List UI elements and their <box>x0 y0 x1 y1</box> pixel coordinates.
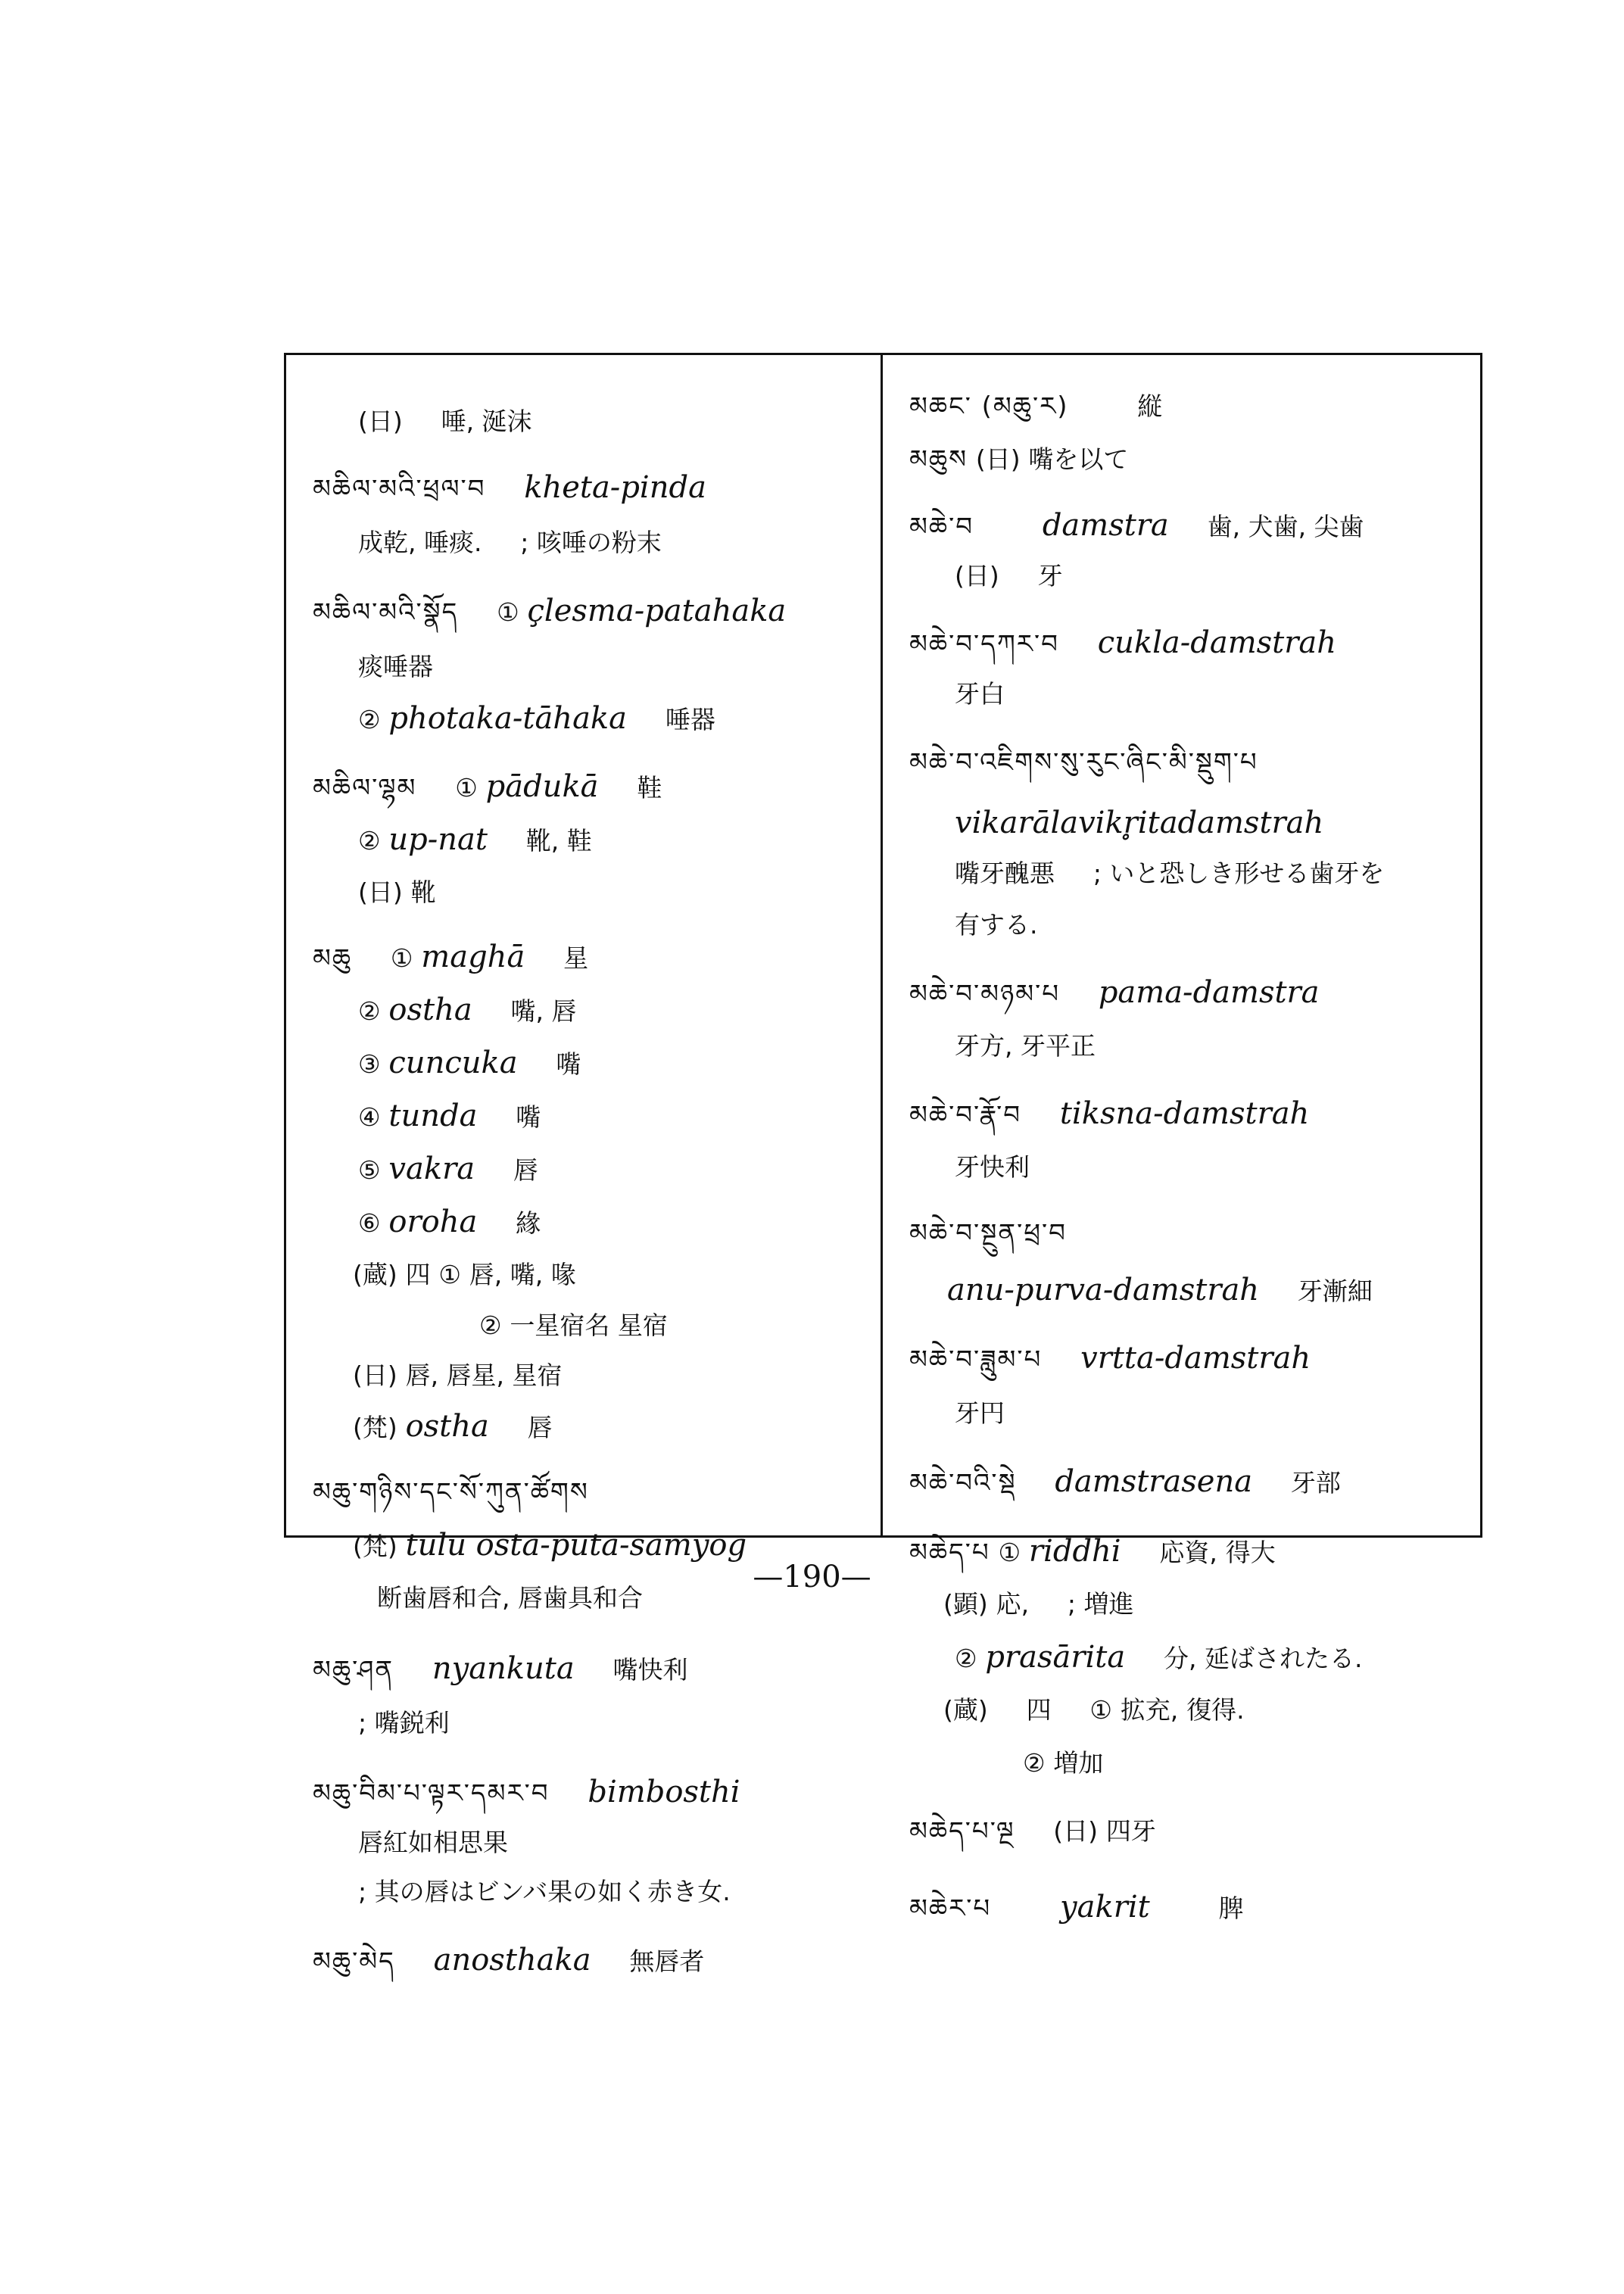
tibetan-term: མཆེ་བ་ཟླུམ་པ <box>909 1345 1043 1375</box>
entry-line <box>1023 1746 1103 1781</box>
sanskrit-term: damstra <box>1042 508 1169 543</box>
japanese-gloss: 牙白 <box>955 679 1005 709</box>
tibetan-term: མཆིལ་ལྷམ <box>313 773 417 803</box>
japanese-gloss: ; 其の唇はビンバ果の如く赤き女. <box>358 1877 731 1906</box>
tibetan-term: མཆུ་མེད <box>313 1946 395 1977</box>
sanskrit-term: kheta-pinda <box>524 470 706 505</box>
entry-headword <box>909 442 1128 477</box>
japanese-gloss: 牙部 <box>1290 1468 1341 1498</box>
japanese-gloss: 嘴牙醜悪 <box>955 859 1055 888</box>
japanese-gloss: 縦 <box>1137 391 1163 421</box>
source-tag: (日) <box>358 407 403 436</box>
sense-number: 四 <box>1026 1695 1052 1725</box>
japanese-gloss: 嘴 <box>516 1102 541 1132</box>
entry-line <box>955 856 1384 891</box>
entry-line <box>943 1693 1245 1728</box>
sanskrit-term: anu-purva-damstrah <box>947 1273 1260 1308</box>
source-tag: (日) <box>353 1361 397 1390</box>
sanskrit-term: tiksna-damstrah <box>1059 1096 1310 1131</box>
tibetan-term: མཆེ་བ་འཇིགས་སུ་རུང་ཞིང་མི་སྡུག་པ <box>909 747 1258 778</box>
sanskrit-term: yakrit <box>1060 1890 1150 1925</box>
entry-headword <box>313 1651 688 1688</box>
tibetan-term: མཆེ་བ་མཉམ་པ <box>909 979 1061 1009</box>
sense-number: ⑤ <box>358 1155 381 1185</box>
japanese-gloss: 牙 <box>1037 561 1063 591</box>
page-number: —190— <box>753 1560 871 1594</box>
japanese-gloss: 痰唾器 <box>358 652 433 681</box>
tibetan-term: མཆེ་བ <box>909 512 974 542</box>
sanskrit-term: vrtta-damstrah <box>1080 1341 1311 1376</box>
japanese-gloss: 得大 <box>1225 1538 1276 1567</box>
japanese-gloss: 牙方, 牙平正 <box>955 1031 1096 1061</box>
japanese-gloss: 歯, 犬歯, 尖歯 <box>1207 512 1364 541</box>
sense-number: ③ <box>358 1049 381 1079</box>
entry-headword <box>313 1475 589 1510</box>
japanese-gloss: 復得. <box>1186 1695 1245 1725</box>
sense-number: ④ <box>358 1102 381 1132</box>
sanskrit-term: ostha <box>388 993 472 1027</box>
japanese-gloss: 唇 <box>527 1413 553 1442</box>
japanese-gloss: 無唇者 <box>629 1946 705 1976</box>
japanese-gloss: 唇, 嘴, 喙 <box>469 1260 576 1289</box>
entry-headword <box>313 594 786 630</box>
entry-headword <box>909 389 1162 424</box>
entry-line <box>358 993 577 1029</box>
sense-number: ② <box>358 996 381 1026</box>
sense-number: ② <box>479 1311 502 1340</box>
sanskrit-term: cuncuka <box>388 1046 518 1080</box>
sense-number: ② <box>955 1644 977 1673</box>
tibetan-term: མཆང་ (མཆུ་ར) <box>909 391 1069 422</box>
entry-line <box>353 1258 576 1292</box>
japanese-gloss: ; 嘴鋭利 <box>358 1708 450 1738</box>
japanese-gloss: 唾器 <box>665 705 715 734</box>
sanskrit-term: prasārita <box>985 1640 1126 1675</box>
japanese-gloss: 嘴を以て <box>1028 444 1129 474</box>
source-tag: (蔵) <box>943 1695 988 1725</box>
source-tag: (梵) <box>353 1532 397 1561</box>
japanese-gloss: 四牙 <box>1105 1816 1156 1846</box>
entry-line <box>358 1152 538 1188</box>
sanskrit-term: anosthaka <box>433 1943 591 1978</box>
entry-headword <box>909 1814 1156 1849</box>
sanskrit-term: cukla-damstrah <box>1097 625 1336 660</box>
tibetan-term: མཆེད་པ་ལྔ <box>909 1816 1015 1847</box>
sanskrit-term: vikarālavikr̥itadamstrah <box>955 806 1324 840</box>
entry-line <box>358 1046 581 1082</box>
entry-headword <box>909 1464 1341 1501</box>
entry-headword <box>909 745 1258 780</box>
entry-headword <box>313 769 662 806</box>
sanskrit-term: up-nat <box>388 822 488 857</box>
tibetan-term: མཆེ་བ་སྔུན་ཕྲ་བ <box>909 1218 1067 1248</box>
japanese-gloss: 嘴, 唇 <box>510 996 577 1026</box>
sense-number: ② <box>1023 1748 1046 1778</box>
sanskrit-term: ostha <box>405 1409 489 1444</box>
sanskrit-term: vakra <box>388 1152 475 1186</box>
japanese-gloss: 嘴快利 <box>613 1655 688 1685</box>
entry-headword <box>909 508 1364 544</box>
entry-line <box>358 525 662 560</box>
japanese-gloss: 一星宿名 星宿 <box>510 1311 668 1340</box>
sanskrit-term: riddhi <box>1028 1534 1121 1569</box>
source-tag: (顕) <box>943 1589 988 1619</box>
japanese-gloss: 分, 延ばされたる. <box>1164 1644 1363 1673</box>
entry-line <box>353 1409 553 1445</box>
sanskrit-term: tunda <box>388 1099 478 1133</box>
entry-line <box>955 806 1323 842</box>
entry-headword <box>313 1775 740 1811</box>
entry-line <box>358 822 592 859</box>
entry-headword <box>313 470 706 506</box>
japanese-gloss: 唇 <box>513 1155 538 1185</box>
entry-line <box>955 1396 1005 1431</box>
entry-headword <box>909 975 1320 1011</box>
sanskrit-term: damstrasena <box>1055 1464 1253 1499</box>
sanskrit-term: oroha <box>388 1205 478 1239</box>
japanese-gloss: 断歯唇和合, 唇歯具和合 <box>377 1583 643 1613</box>
entry-line <box>358 1099 541 1135</box>
entry-headword <box>909 1890 1244 1926</box>
sanskrit-term: bimbosthi <box>588 1775 740 1809</box>
entry-line <box>947 1273 1373 1309</box>
japanese-gloss: ; 咳唾の粉末 <box>520 528 662 557</box>
sanskrit-term: photaka-tāhaka <box>388 701 627 736</box>
japanese-gloss: 有する. <box>955 910 1038 940</box>
entry-headword <box>313 940 588 976</box>
tibetan-term: མཆེར་པ <box>909 1893 992 1924</box>
japanese-gloss: 靴, 鞋 <box>525 826 592 856</box>
japanese-gloss: ; いと恐しき形せる歯牙を <box>1093 859 1385 888</box>
entry-line <box>358 404 532 439</box>
tibetan-term: མཆུ་ཤན <box>313 1655 394 1685</box>
japanese-gloss: 牙漸細 <box>1297 1276 1373 1306</box>
source-tag: (蔵) <box>353 1260 397 1289</box>
entry-line <box>955 1640 1363 1676</box>
entry-line <box>358 701 715 737</box>
tibetan-term: མཆུས <box>909 444 968 475</box>
entry-headword <box>909 1216 1067 1251</box>
japanese-gloss: 嘴 <box>556 1049 581 1079</box>
sense-number: ② <box>358 705 381 734</box>
entry-line <box>955 1150 1030 1185</box>
tibetan-term: མཆེ་བ་རྣོ་བ <box>909 1100 1022 1130</box>
source-tag: (日) <box>975 444 1021 474</box>
tibetan-term: མཆུ <box>313 943 353 974</box>
tibetan-term: མཆེད་པ <box>909 1538 990 1568</box>
japanese-gloss: 拡充, <box>1120 1695 1179 1725</box>
japanese-gloss: 牙快利 <box>955 1152 1030 1182</box>
sense-number: ② <box>358 826 381 856</box>
sanskrit-term: maghā <box>421 940 525 974</box>
japanese-gloss: 星 <box>563 943 589 973</box>
entry-line <box>353 1528 747 1564</box>
japanese-gloss: 脾 <box>1218 1893 1244 1923</box>
japanese-gloss: 緣 <box>516 1208 541 1238</box>
sense-number: ① <box>390 943 413 973</box>
sense-number: ⑥ <box>358 1208 381 1238</box>
entry-line <box>358 1706 450 1741</box>
japanese-gloss: 成乾, 唾痰. <box>358 528 482 557</box>
source-tag: (日) <box>955 561 999 591</box>
japanese-gloss: 牙円 <box>955 1398 1005 1428</box>
japanese-gloss: 靴 <box>410 877 436 907</box>
entry-headword <box>909 625 1336 662</box>
sanskrit-term: pama-damstra <box>1098 975 1320 1010</box>
sense-number: ① <box>1089 1695 1112 1725</box>
source-tag: (梵) <box>353 1413 397 1442</box>
sense-number: ① <box>455 773 478 803</box>
entry-line <box>479 1308 668 1343</box>
tibetan-term: མཆེ་བའི་སྡེ <box>909 1468 1017 1498</box>
sanskrit-term: pādukā <box>485 769 599 804</box>
entry-line <box>358 1825 508 1860</box>
source-tag: (日) <box>1053 1816 1099 1846</box>
japanese-gloss: 唇, 唇星, 星宿 <box>405 1361 563 1390</box>
entry-line <box>358 875 436 910</box>
entry-line <box>955 908 1038 943</box>
entry-headword <box>313 1943 704 1979</box>
entry-line <box>955 677 1005 712</box>
tibetan-term: མཆུ་བིམ་པ་ལྟར་དམར་བ <box>313 1778 550 1809</box>
tibetan-term: མཆེ་བ་དཀར་བ <box>909 629 1059 659</box>
entry-line <box>358 650 433 684</box>
japanese-gloss: ; 増進 <box>1067 1589 1134 1619</box>
japanese-gloss: 鞋 <box>637 773 662 803</box>
japanese-gloss: 応資, <box>1159 1538 1217 1567</box>
sense-number: 四 <box>405 1260 431 1289</box>
japanese-gloss: 唾, 涎沫 <box>441 407 532 436</box>
sense-number: ① <box>497 597 519 627</box>
right-column <box>883 353 1480 1925</box>
entry-headword <box>909 1096 1309 1133</box>
sanskrit-term: nyankuta <box>432 1651 575 1686</box>
tibetan-term: མཆུ་གཉིས་དང་སོ་ཀུན་ཚོགས <box>313 1477 589 1507</box>
tibetan-term: མཆིལ་མའི་སྣོད <box>313 597 459 628</box>
entry-line <box>358 1875 731 1909</box>
entry-line <box>955 559 1063 594</box>
japanese-gloss: 増加 <box>1053 1748 1104 1778</box>
entry-line <box>955 1029 1096 1064</box>
source-tag: (日) <box>358 877 403 907</box>
sense-number: ① <box>998 1538 1021 1567</box>
sense-number: ① <box>438 1260 461 1289</box>
japanese-gloss: 応, <box>996 1589 1030 1619</box>
japanese-gloss: 唇紅如相思果 <box>358 1828 508 1857</box>
entry-line <box>353 1358 563 1393</box>
tibetan-term: མཆིལ་མའི་ཕྲལ་བ <box>313 474 486 504</box>
entry-headword <box>909 1341 1311 1377</box>
sanskrit-term: tulu osta-puta-samyog <box>405 1528 747 1563</box>
sanskrit-term: çlesma-patahaka <box>527 594 787 628</box>
entry-line <box>358 1205 541 1241</box>
